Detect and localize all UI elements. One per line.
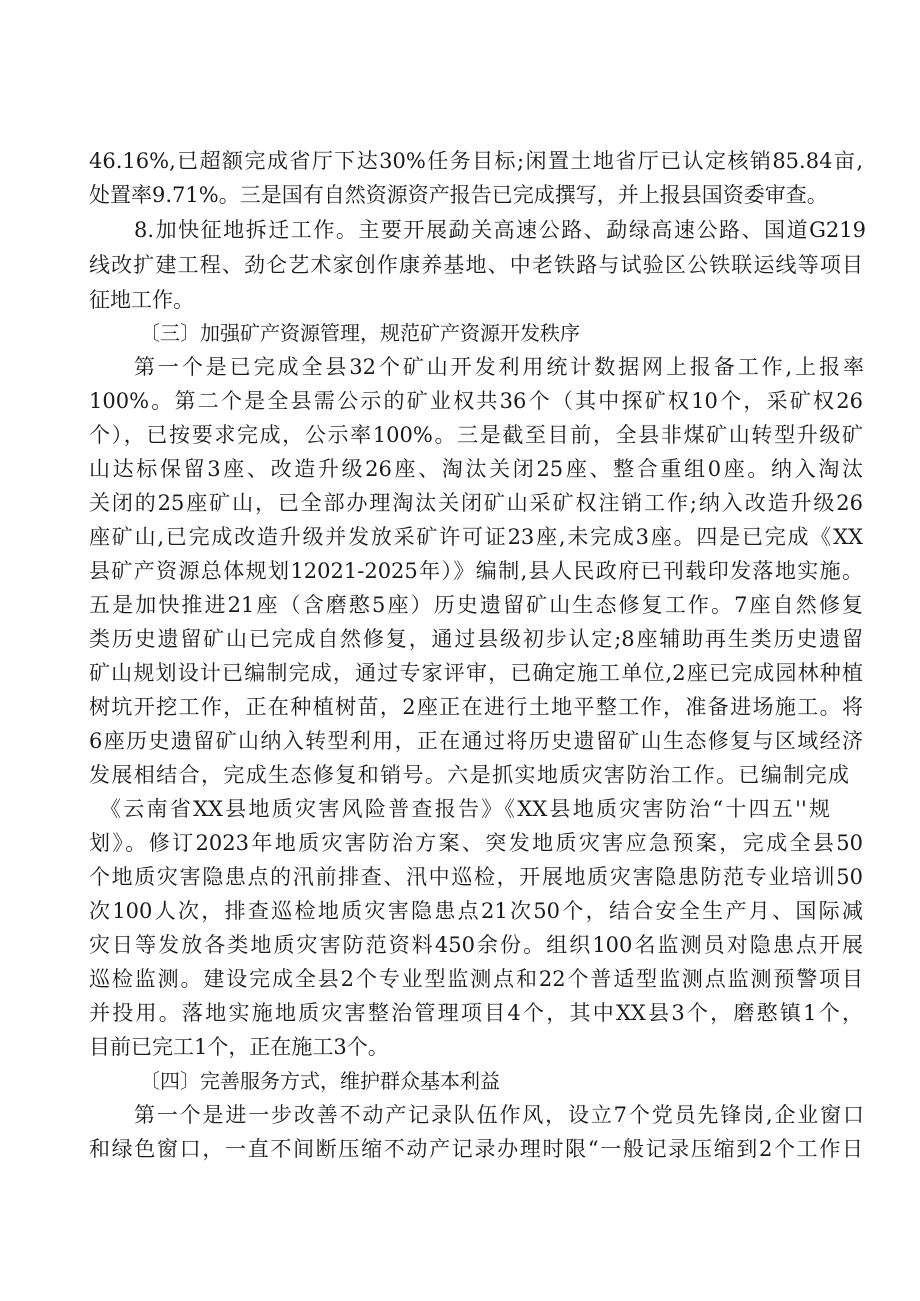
text-line: 处置率9.71%。三是国有自然资源资产报告已完成撰写，并上报县国资委审查。	[89, 183, 828, 207]
text-line: 关闭的25座矿山，已全部办理淘汰关闭矿山采矿权注销工作;纳入改造升级26	[89, 491, 863, 515]
text-line: 县矿产资源总体规划12021-2025年）》编制,县人民政府已刊载印发落地实施。	[89, 559, 863, 583]
text-line: 第一个是进一步改善不动产记录队伍作风，设立7个党员先锋岗,企业窗口	[134, 1103, 864, 1127]
text-line: 《云南省XX县地质灾害风险普查报告》《XX县地质灾害防治“十四五''规	[100, 797, 830, 821]
text-line: 山达标保留3座、改造升级26座、淘汰关闭25座、整合重组0座。纳入淘汰	[89, 457, 863, 481]
text-line: 8.加快征地拆迁工作。主要开展勐关高速公路、勐绿高速公路、国道G219	[134, 218, 866, 242]
text-line: 目前已完工1个，正在施工3个。	[89, 1035, 389, 1059]
text-line: 第一个是已完成全县32个矿山开发利用统计数据网上报备工作,上报率	[134, 355, 864, 379]
text-line: 个地质灾害隐患点的汛前排查、汛中巡检，开展地质灾害隐患防范专业培训50	[89, 865, 863, 889]
text-line: 巡检监测。建设完成全县2个专业型监测点和22个普适型监测点监测预警项目	[89, 967, 863, 991]
text-line: 发展相结合，完成生态修复和销号。六是抓实地质灾害防治工作。已编制完成	[89, 763, 849, 787]
section-heading: 〔三〕加强矿产资源管理，规范矿产资源开发秩序	[140, 321, 580, 345]
text-line: 次100人次，排查巡检地质灾害隐患点21次50个，结合安全生产月、国际减	[89, 899, 863, 923]
section-heading: 〔四〕完善服务方式，维护群众基本利益	[140, 1069, 500, 1093]
text-line: 并投用。落地实施地质灾害整治管理项目4个，其中XX县3个，磨憨镇1个，	[89, 1001, 863, 1025]
text-line: 座矿山,已完成改造升级并发放采矿许可证23座,未完成3座。四是已完成《XX	[89, 525, 863, 549]
text-line: 个），已按要求完成，公示率100%。三是截至目前，全县非煤矿山转型升级矿	[89, 423, 863, 447]
text-line: 征地工作。	[89, 288, 194, 312]
text-line: 灾日等发放各类地质灾害防范资料450余份。组织100名监测员对隐患点开展	[89, 933, 863, 957]
text-line: 100%。第二个是全县需公示的矿业权共36个（其中探矿权10个，采矿权26	[89, 389, 863, 413]
text-line: 五是加快推进21座（含磨憨5座）历史遗留矿山生态修复工作。7座自然修复	[89, 593, 863, 617]
text-line: 和绿色窗口，一直不间断压缩不动产记录办理时限“一般记录压缩到2个工作日	[89, 1137, 863, 1161]
text-line: 线改扩建工程、劲仑艺术家创作康养基地、中老铁路与试验区公铁联运线等项目	[89, 253, 863, 277]
text-line: 类历史遗留矿山已完成自然修复，通过县级初步认定;8座辅助再生类历史遗留	[89, 627, 863, 651]
text-line: 划》。修订2023年地质灾害防治方案、突发地质灾害应急预案，完成全县50	[89, 831, 863, 855]
text-line: 矿山规划设计已编制完成，通过专家评审，已确定施工单位,2座已完成园林种植	[89, 661, 863, 685]
text-line: 6座历史遗留矿山纳入转型利用，正在通过将历史遗留矿山生态修复与区域经济	[89, 729, 863, 753]
text-line: 46.16%,已超额完成省厅下达30%任务目标;闲置土地省厅已认定核销85.84亩,	[89, 149, 863, 173]
text-line: 树坑开挖工作，正在种植树苗，2座正在进行土地平整工作，准备进场施工。将	[89, 695, 863, 719]
